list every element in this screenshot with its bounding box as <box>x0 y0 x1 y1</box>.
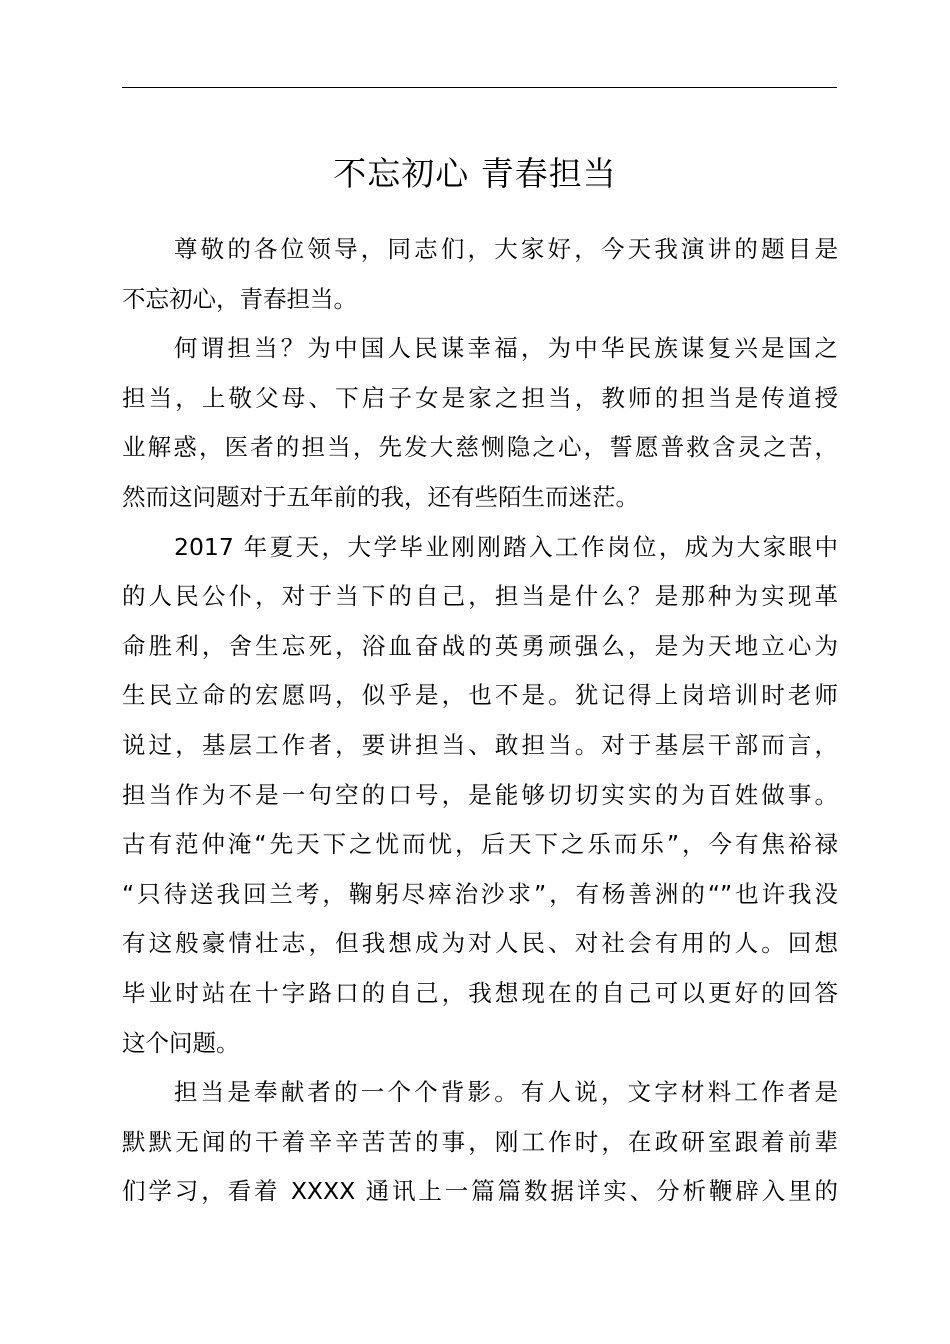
paragraph-4-line-1: 担当是奉献者的一个个背影。有人说，文字材料工作者是 <box>174 1078 838 1107</box>
paragraph-3-line-11: 这个问题。 <box>122 1028 240 1057</box>
paragraph-3-line-8: “只待送我回兰考，鞠躬尽瘁治沙求”，有杨善洲的“”也许我没 <box>122 879 838 908</box>
paragraph-3-line-6: 担当作为不是一句空的口号，是能够切切实实的为百姓做事。 <box>122 780 838 809</box>
paragraph-3-line-7: 古有范仲淹“先天下之忧而忧，后天下之乐而乐”，今有焦裕禄 <box>122 830 838 859</box>
paragraph-2-line-3: 业解惑，医者的担当，先发大慈恻隐之心，誓愿普救含灵之苦， <box>122 433 838 462</box>
paragraph-4-line-2: 默默无闻的干着辛辛苦苦的事，刚工作时，在政研室跟着前辈 <box>122 1127 838 1156</box>
paragraph-3-line-10: 毕业时站在十字路口的自己，我想现在的自己可以更好的回答 <box>122 978 838 1007</box>
document-title: 不忘初心 青春担当 <box>333 154 617 193</box>
paragraph-2-line-1: 何谓担当？为中国人民谋幸福，为中华民族谋复兴是国之 <box>174 334 838 363</box>
paragraph-1-line-1: 尊敬的各位领导，同志们，大家好，今天我演讲的题目是 <box>174 235 838 263</box>
paragraph-2-line-4: 然而这问题对于五年前的我，还有些陌生而迷茫。 <box>122 482 639 511</box>
paragraph-3-line-3: 命胜利，舍生忘死，浴血奋战的英勇顽强么，是为天地立心为 <box>122 631 838 660</box>
paragraph-4-line-3: 们学习，看着 XXXX 通讯上一篇篇数据详实、分析鞭辟入里的 <box>122 1177 838 1206</box>
header-rule <box>122 87 837 88</box>
paragraph-2-line-2: 担当，上敬父母、下启子女是家之担当，教师的担当是传道授 <box>122 383 838 412</box>
paragraph-3-line-2: 的人民公仆，对于当下的自己，担当是什么？是那种为实现革 <box>122 582 838 611</box>
paragraph-1-line-2: 不忘初心，青春担当。 <box>122 284 357 313</box>
paragraph-3-line-5: 说过，基层工作者，要讲担当、敢担当。对于基层干部而言， <box>122 730 838 759</box>
paragraph-3-line-9: 有这般豪情壮志，但我想成为对人民、对社会有用的人。回想 <box>122 929 838 958</box>
paragraph-3-line-4: 生民立命的宏愿吗，似乎是，也不是。犹记得上岗培训时老师 <box>122 681 838 710</box>
document-body <box>122 225 838 1217</box>
paragraph-3-line-1: 2017 年夏天，大学毕业刚刚踏入工作岗位，成为大家眼中 <box>174 532 838 561</box>
